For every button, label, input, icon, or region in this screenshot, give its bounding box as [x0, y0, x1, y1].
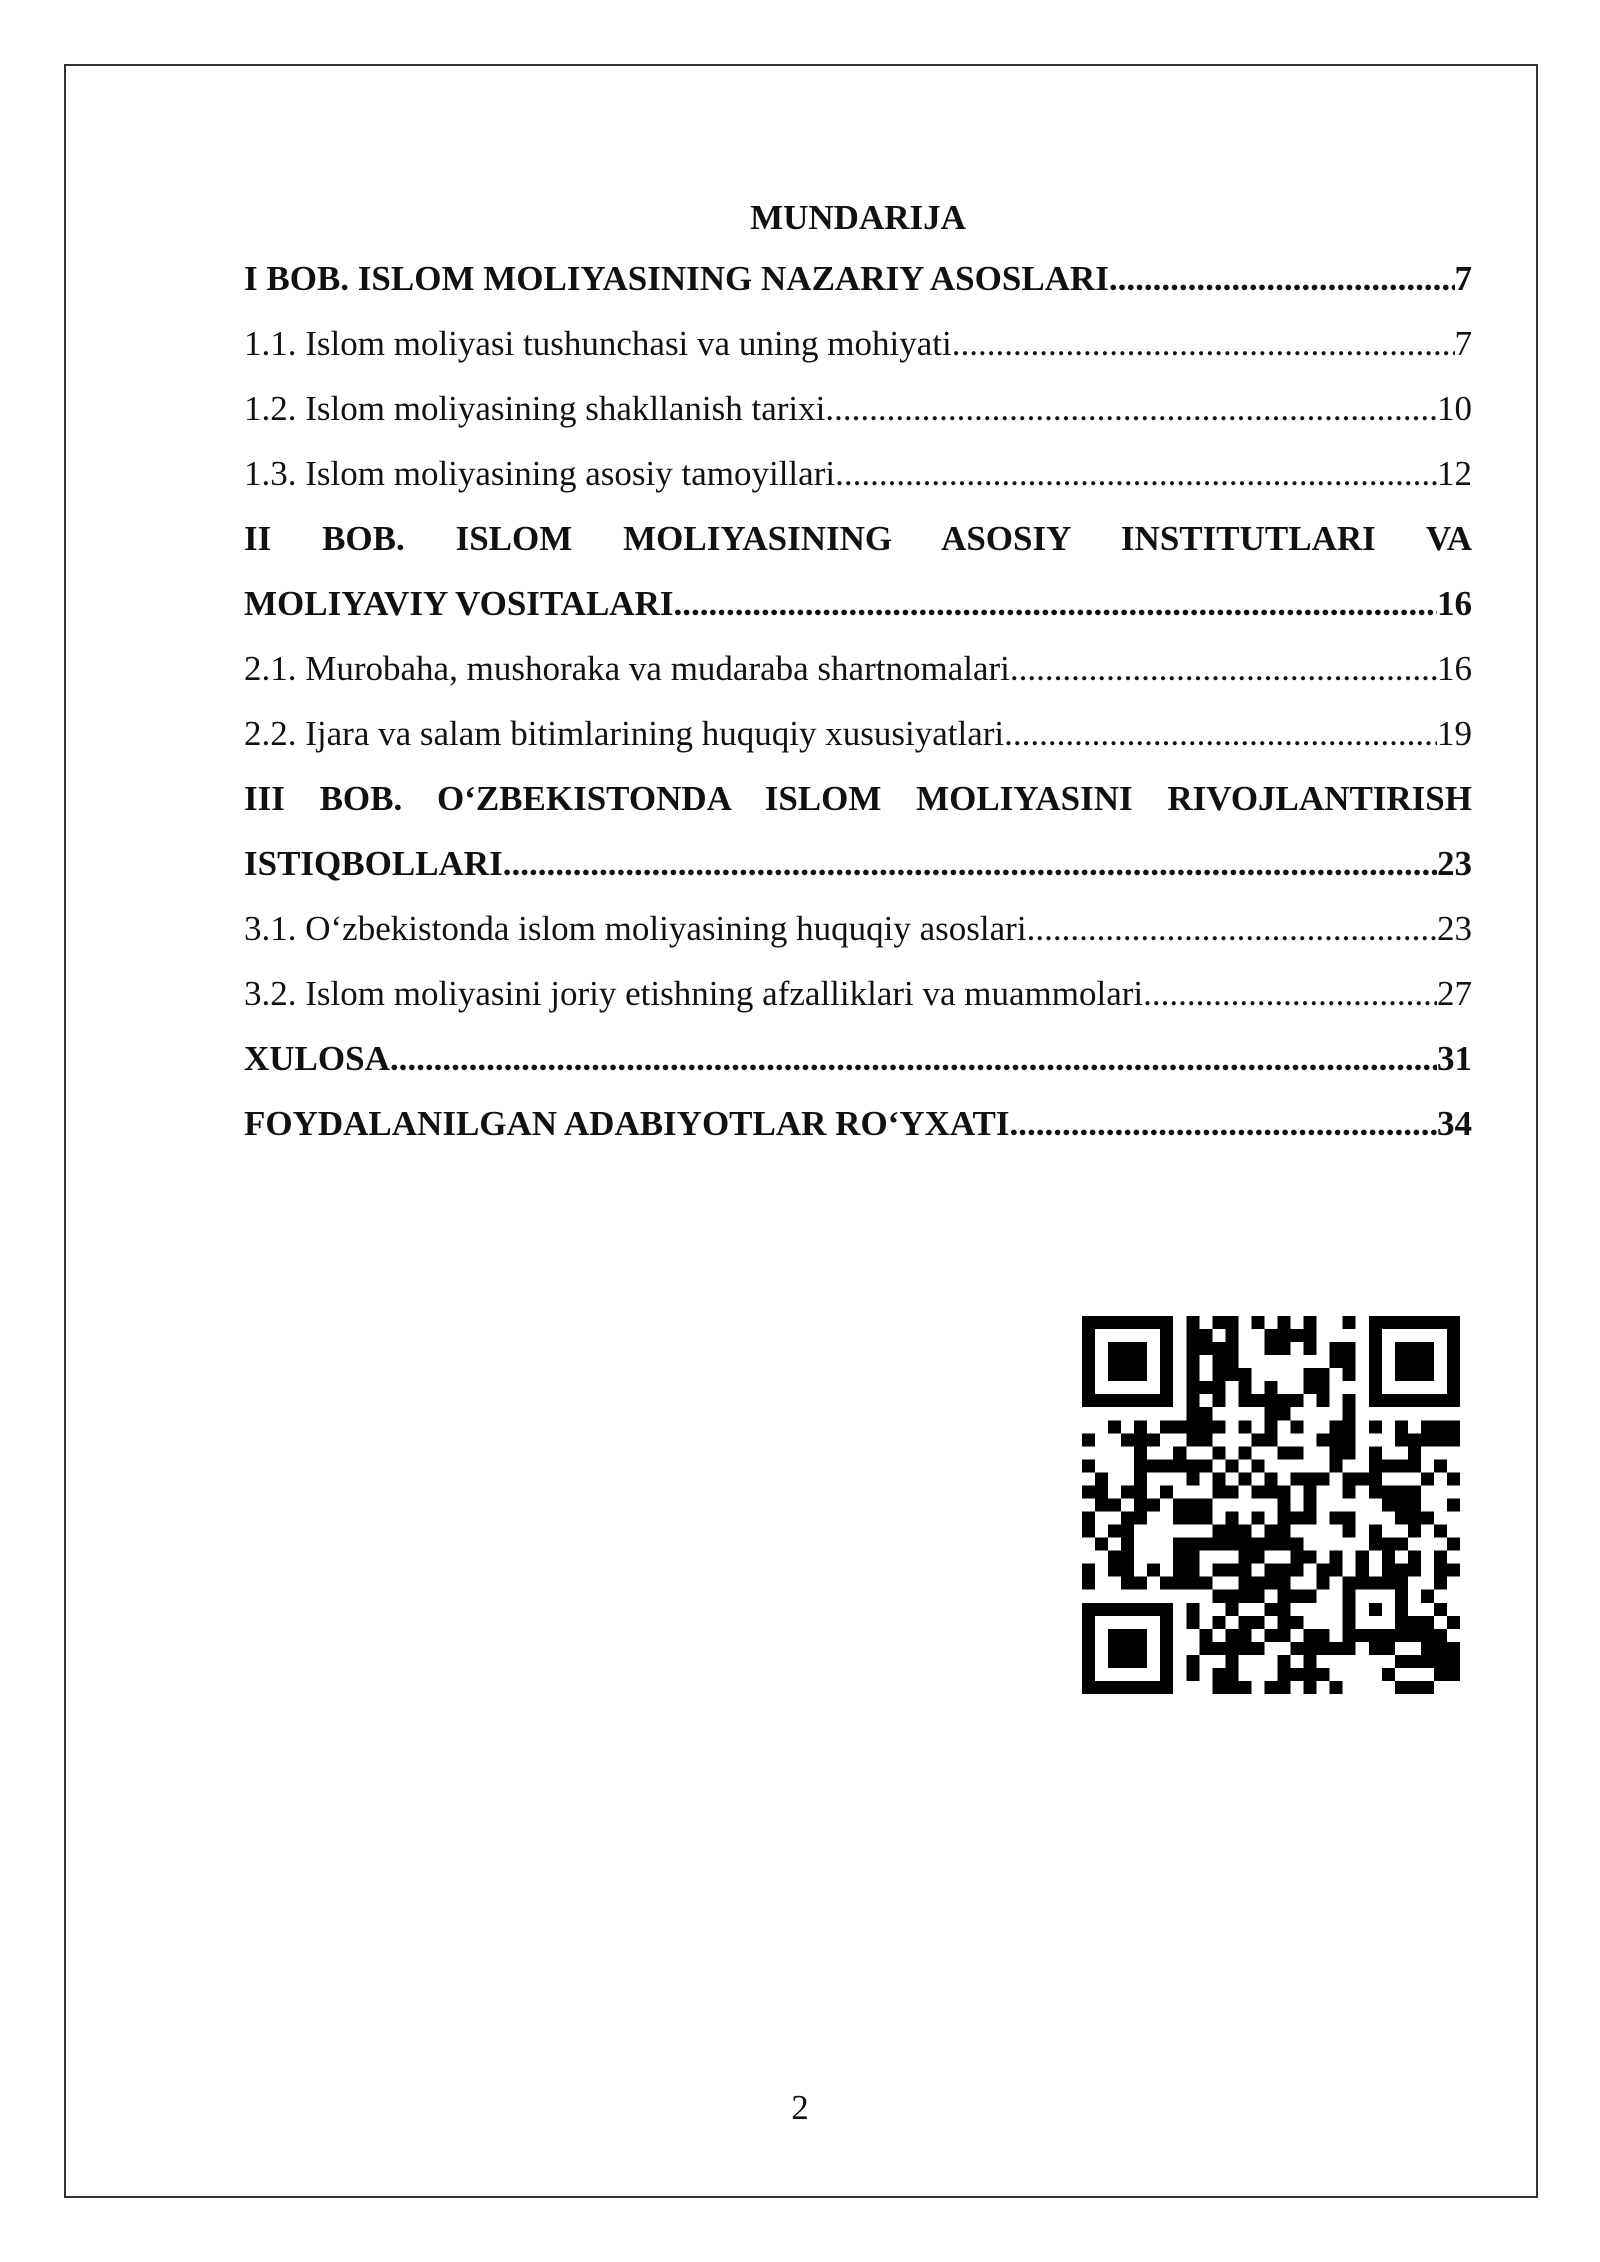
dot-leader — [1010, 636, 1437, 701]
toc-entry-chapter-2[interactable] — [244, 506, 1472, 636]
toc-entry-label-line-1: III BOB. O‘ZBEKISTONDA ISLOM MOLIYASINI RIVOJLANTIRISH — [244, 779, 1472, 818]
toc-entry-page: 7 — [1454, 324, 1472, 363]
toc-entry-section-1-2[interactable] — [244, 376, 1472, 441]
toc-entry-label: 2.1. Murobaha, mushoraka va mudaraba shartnomalari — [244, 649, 1010, 688]
toc-entry-section-3-2[interactable] — [244, 961, 1472, 1026]
qr-code-icon — [1082, 1316, 1460, 1694]
toc-entry-references[interactable] — [244, 1091, 1472, 1156]
toc-entry-page: 31 — [1437, 1039, 1472, 1078]
toc-entry-label: 3.2. Islom moliyasini joriy etishning afzalliklari va muammolari — [244, 974, 1144, 1013]
dot-leader — [1143, 961, 1437, 1026]
toc-entry-label-line-1: II BOB. ISLOM MOLIYASINING ASOSIY INSTITUTLARI VA — [244, 519, 1472, 558]
dot-leader — [835, 441, 1437, 506]
toc-entry-label: 3.1. O‘zbekistonda islom moliyasining huquqiy asoslari — [244, 909, 1027, 948]
toc-entry-label-line-2: MOLIYAVIY VOSITALARI — [244, 584, 674, 623]
toc-entry-label: XULOSA — [244, 1039, 390, 1078]
dot-leader — [1010, 1091, 1437, 1156]
toc-entry-conclusion[interactable] — [244, 1026, 1472, 1091]
toc-entry-section-1-1[interactable] — [244, 311, 1472, 376]
toc-entry-section-2-1[interactable] — [244, 636, 1472, 701]
dot-leader — [503, 831, 1437, 896]
toc-entry-label: 2.2. Ijara va salam bitimlarining huquqiy xususiyatlari — [244, 714, 1005, 753]
toc-entry-section-1-3[interactable] — [244, 441, 1472, 506]
toc-entry-page: 16 — [1437, 649, 1472, 688]
toc-entry-page: 16 — [1437, 584, 1472, 623]
toc-entry-label: 1.3. Islom moliyasining asosiy tamoyillari — [244, 454, 836, 493]
toc-entry-page: 19 — [1437, 714, 1472, 753]
dot-leader — [1027, 896, 1437, 961]
toc-entry-page: 12 — [1437, 454, 1472, 493]
toc-title: MUNDARIJA — [750, 198, 966, 237]
dot-leader — [673, 571, 1437, 636]
toc-entry-label: I BOB. ISLOM MOLIYASINING NAZARIY ASOSLARI — [244, 259, 1109, 298]
toc-entry-page: 34 — [1437, 1104, 1472, 1143]
table-of-contents — [244, 190, 1472, 1156]
page-number: 2 — [791, 2088, 809, 2127]
toc-entry-page: 23 — [1437, 909, 1472, 948]
dot-leader — [952, 311, 1455, 376]
toc-entry-page: 7 — [1454, 259, 1472, 298]
toc-entry-label: 1.1. Islom moliyasi tushunchasi va uning mohiyati — [244, 324, 952, 363]
toc-entry-section-2-2[interactable] — [244, 701, 1472, 766]
dot-leader — [390, 1026, 1437, 1091]
toc-entry-label: 1.2. Islom moliyasining shakllanish tarixi — [244, 389, 826, 428]
dot-leader — [1004, 701, 1437, 766]
toc-entry-chapter-1[interactable] — [244, 246, 1472, 311]
toc-entry-label: FOYDALANILGAN ADABIYOTLAR RO‘YXATI — [244, 1104, 1010, 1143]
toc-entry-label-line-2: ISTIQBOLLARI — [244, 844, 503, 883]
dot-leader — [1109, 246, 1455, 311]
toc-entry-page: 23 — [1437, 844, 1472, 883]
toc-entry-section-3-1[interactable] — [244, 896, 1472, 961]
toc-entry-page: 10 — [1437, 389, 1472, 428]
toc-entry-page: 27 — [1437, 974, 1472, 1013]
dot-leader — [825, 376, 1437, 441]
toc-entry-chapter-3[interactable] — [244, 766, 1472, 896]
